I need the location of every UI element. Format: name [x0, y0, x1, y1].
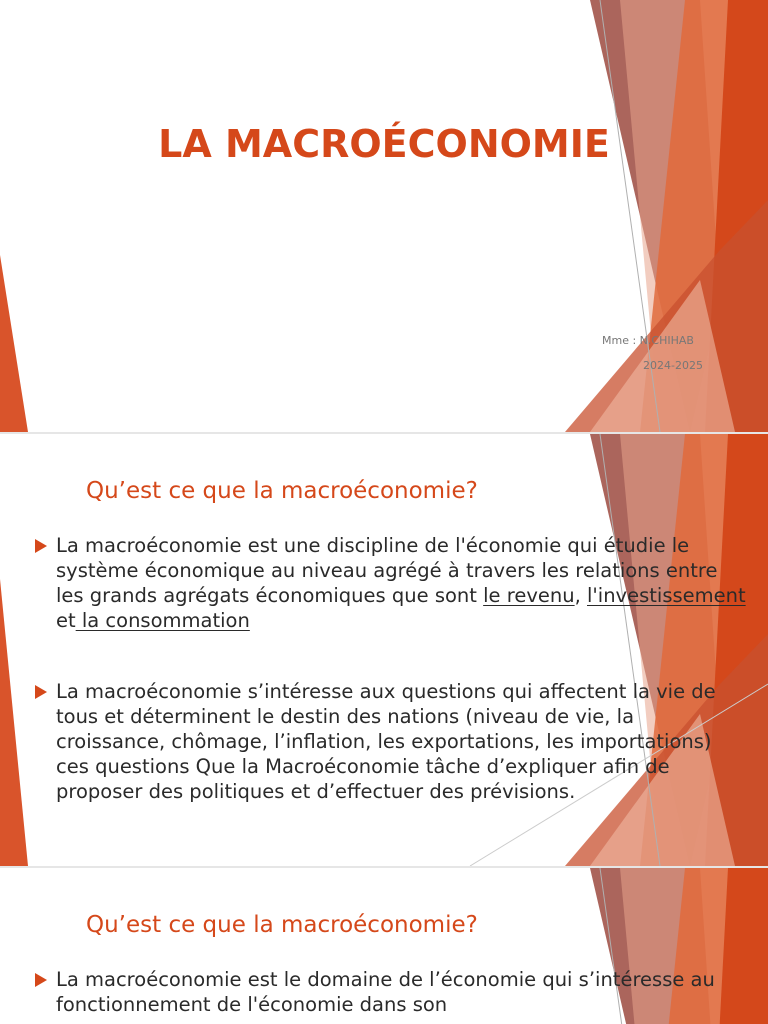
content-slide-2 — [0, 868, 768, 1024]
separator-text: et — [56, 609, 76, 632]
bullet-text: La macroéconomie est le domaine de l’économie qui s’intéresse au fonctionnement de l'économie dans son — [56, 968, 715, 1016]
presentation-title: LA MACROÉCONOMIE — [158, 122, 610, 166]
author-label: Mme : N.CHIHAB — [602, 334, 694, 347]
bullet-item — [56, 533, 746, 633]
bullet-item — [56, 967, 746, 1017]
bullet-item — [56, 679, 746, 804]
bullet-text: La macroéconomie s’intéresse aux questions qui affectent la vie de tous et déterminent le destin des nations (niveau de vie, la croissance, chômage, l’inflation, les exportations, les importations) ces questions Que la Macroéconomie tâche d’expliquer afin de proposer des politiques et d’effectuer des prévisions. — [56, 680, 716, 803]
arrow-bullet-icon — [35, 539, 47, 553]
term-consommation: la consommation — [75, 609, 250, 632]
content-slide-1 — [0, 434, 768, 866]
separator-text: , — [574, 584, 587, 607]
arrow-bullet-icon — [35, 685, 47, 699]
year-label: 2024-2025 — [643, 359, 703, 372]
term-revenu: le revenu — [483, 584, 575, 607]
slide-heading: Qu’est ce que la macroéconomie? — [86, 478, 478, 504]
title-slide — [0, 0, 768, 432]
slide-heading: Qu’est ce que la macroéconomie? — [86, 912, 478, 938]
bullet-text: La macroéconomie est une discipline de l'économie qui étudie le système économique au niveau agrégé à travers les relations entre les grands agrégats économiques que sont — [56, 534, 718, 607]
term-investissement: l'investissement — [587, 584, 746, 607]
arrow-bullet-icon — [35, 973, 47, 987]
